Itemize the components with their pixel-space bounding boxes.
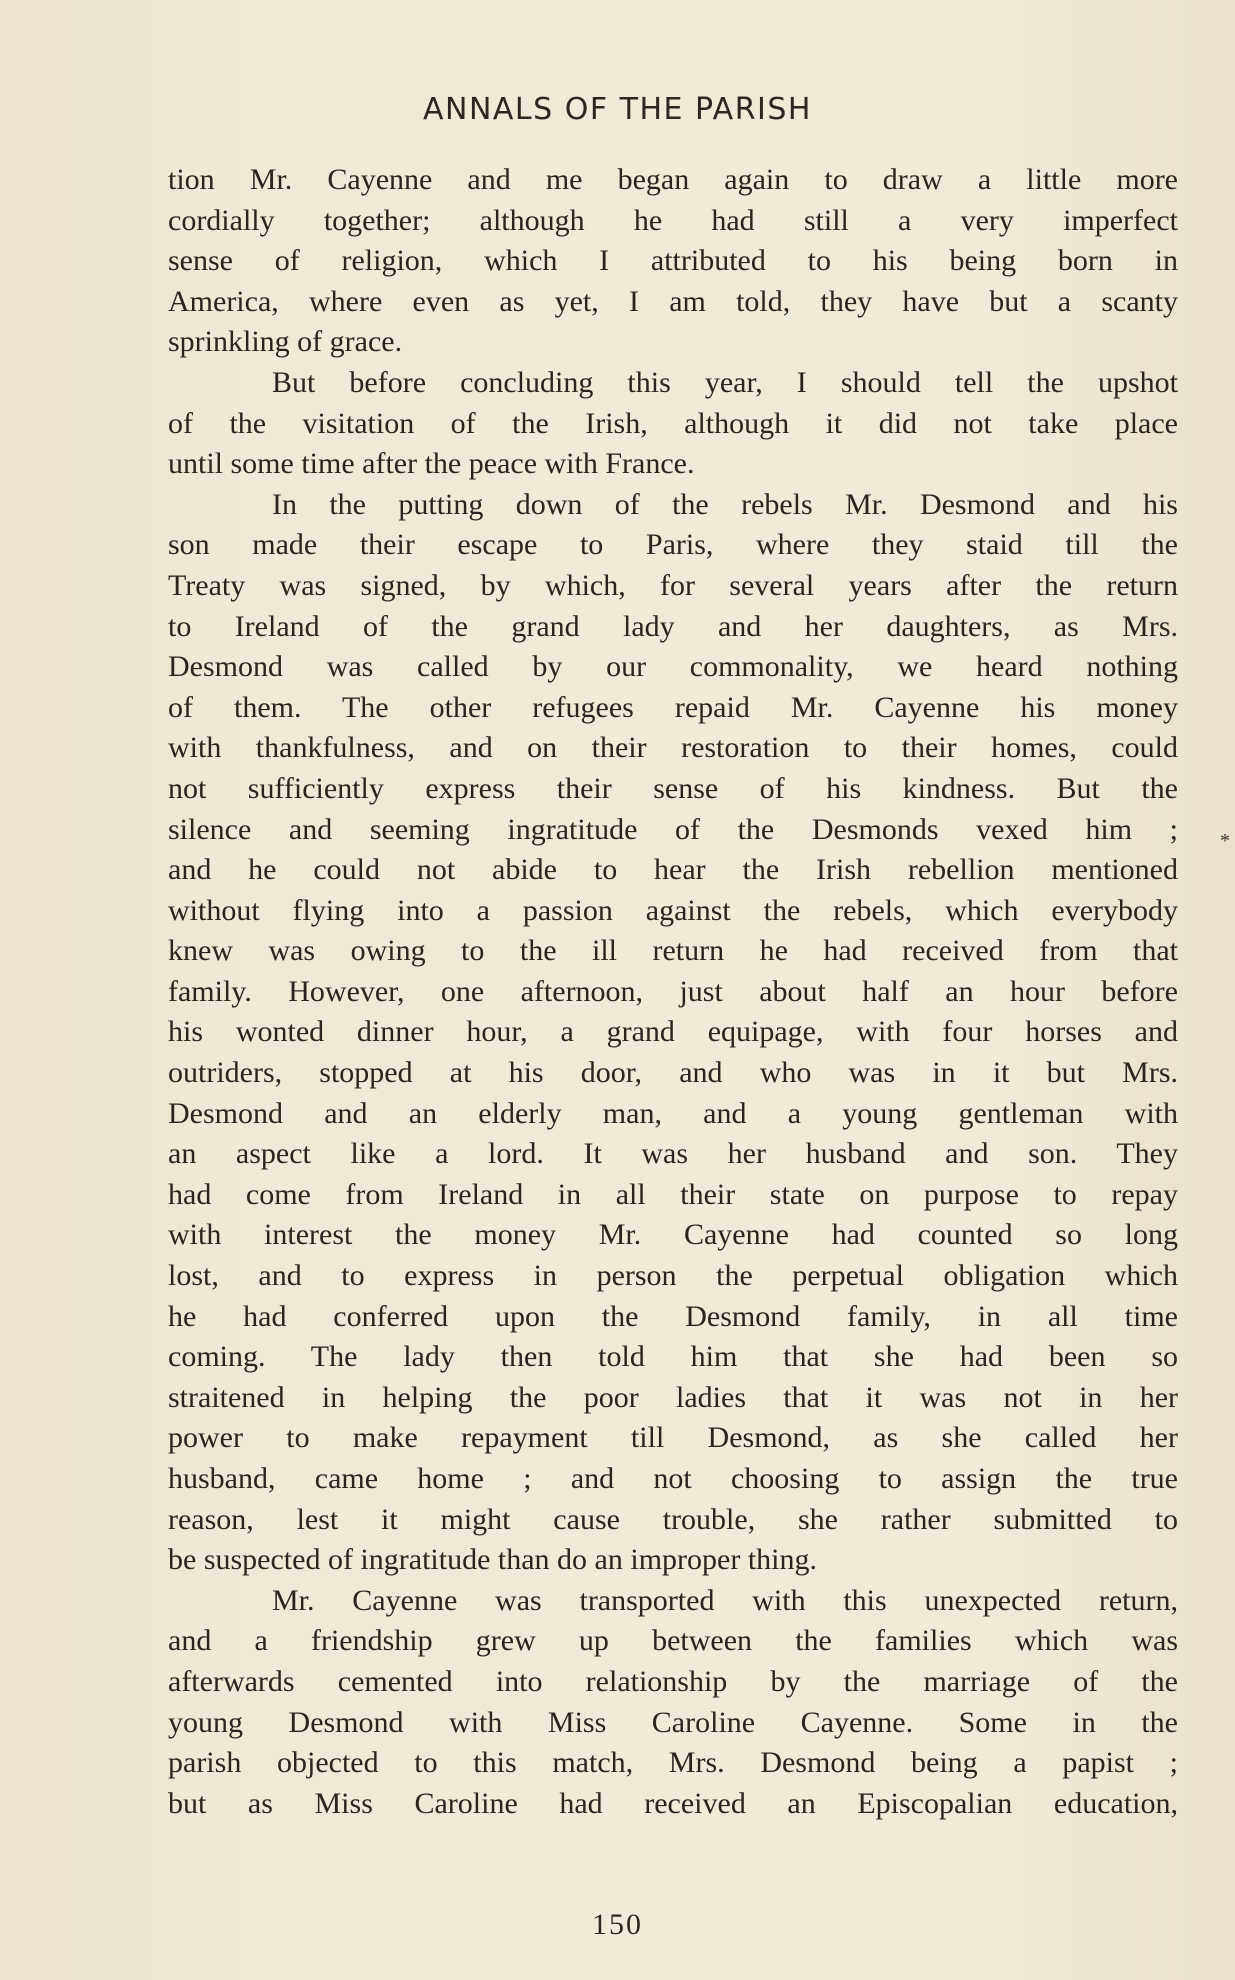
- text-line: Desmond was called by our commonality, we heard nothing: [168, 650, 1178, 684]
- text-line: reason, lest it might cause trouble, she rather submitted to: [168, 1502, 1178, 1536]
- text-line: Mr. Cayenne was transported with this unexpected return,: [272, 1583, 1178, 1617]
- text-line: lost, and to express in person the perpetual obligation which: [168, 1259, 1178, 1293]
- text-line: husband, came home ; and not choosing to assign the true: [168, 1462, 1178, 1495]
- text-line: sprinkling of grace.: [168, 325, 403, 359]
- text-line: be suspected of ingratitude than do an improper thing.: [168, 1543, 817, 1577]
- text-line: Desmond and an elderly man, and a young gentleman with: [168, 1096, 1178, 1130]
- text-line: and a friendship grew up between the families which was: [168, 1624, 1178, 1658]
- text-line: an aspect like a lord. It was her husband and son. They: [168, 1137, 1178, 1171]
- text-line: of the visitation of the Irish, although it did not take place: [168, 406, 1178, 440]
- text-line: he had conferred upon the Desmond family, in all time: [168, 1299, 1178, 1333]
- text-line: his wonted dinner hour, a grand equipage, with four horses and: [168, 1015, 1178, 1049]
- text-line: son made their escape to Paris, where they staid till the: [168, 528, 1178, 562]
- text-line: had come from Ireland in all their state on purpose to repay: [168, 1177, 1178, 1211]
- text-line: In the putting down of the rebels Mr. Desmond and his: [272, 487, 1178, 521]
- running-title: ANNALS OF THE PARISH: [423, 92, 812, 127]
- text-line: but as Miss Caroline had received an Episcopalian education,: [168, 1786, 1178, 1820]
- text-line: and he could not abide to hear the Irish rebellion mentioned: [168, 853, 1178, 887]
- text-line: with thankfulness, and on their restoration to their homes, could: [168, 731, 1178, 765]
- text-line: knew was owing to the ill return he had received from that: [168, 934, 1178, 968]
- page-number: 150: [592, 1908, 643, 1941]
- text-line: America, where even as yet, I am told, they have but a scanty: [168, 284, 1178, 318]
- margin-mark: *: [1220, 830, 1230, 852]
- text-line: tion Mr. Cayenne and me began again to draw a little more: [168, 163, 1178, 196]
- text-line: straitened in helping the poor ladies that it was not in her: [168, 1380, 1178, 1414]
- text-line: coming. The lady then told him that she had been so: [168, 1340, 1178, 1374]
- text-line: with interest the money Mr. Cayenne had counted so long: [168, 1218, 1178, 1252]
- text-line: not sufficiently express their sense of his kindness. But the: [168, 771, 1178, 805]
- text-line: power to make repayment till Desmond, as she called her: [168, 1421, 1178, 1455]
- text-line: But before concluding this year, I should tell the upshot: [272, 365, 1178, 399]
- text-line: parish objected to this match, Mrs. Desmond being a papist ;: [168, 1746, 1178, 1780]
- text-line: without flying into a passion against the rebels, which everybody: [168, 893, 1178, 927]
- text-line: of them. The other refugees repaid Mr. Cayenne his money: [168, 690, 1178, 724]
- text-line: to Ireland of the grand lady and her daughters, as Mrs.: [168, 609, 1178, 643]
- text-line: sense of religion, which I attributed to his being born in: [168, 244, 1178, 278]
- text-line: family. However, one afternoon, just about half an hour before: [168, 974, 1178, 1008]
- text-line: silence and seeming ingratitude of the Desmonds vexed him ;: [168, 812, 1178, 846]
- text-line: afterwards cemented into relationship by the marriage of the: [168, 1664, 1178, 1698]
- text-line: until some time after the peace with France.: [168, 447, 695, 481]
- text-line: young Desmond with Miss Caroline Cayenne. Some in the: [168, 1705, 1178, 1739]
- text-line: Treaty was signed, by which, for several years after the return: [168, 568, 1178, 602]
- text-line: cordially together; although he had still a very imperfect: [168, 203, 1178, 237]
- body-text: [168, 160, 1178, 1824]
- text-line: outriders, stopped at his door, and who was in it but Mrs.: [168, 1056, 1178, 1090]
